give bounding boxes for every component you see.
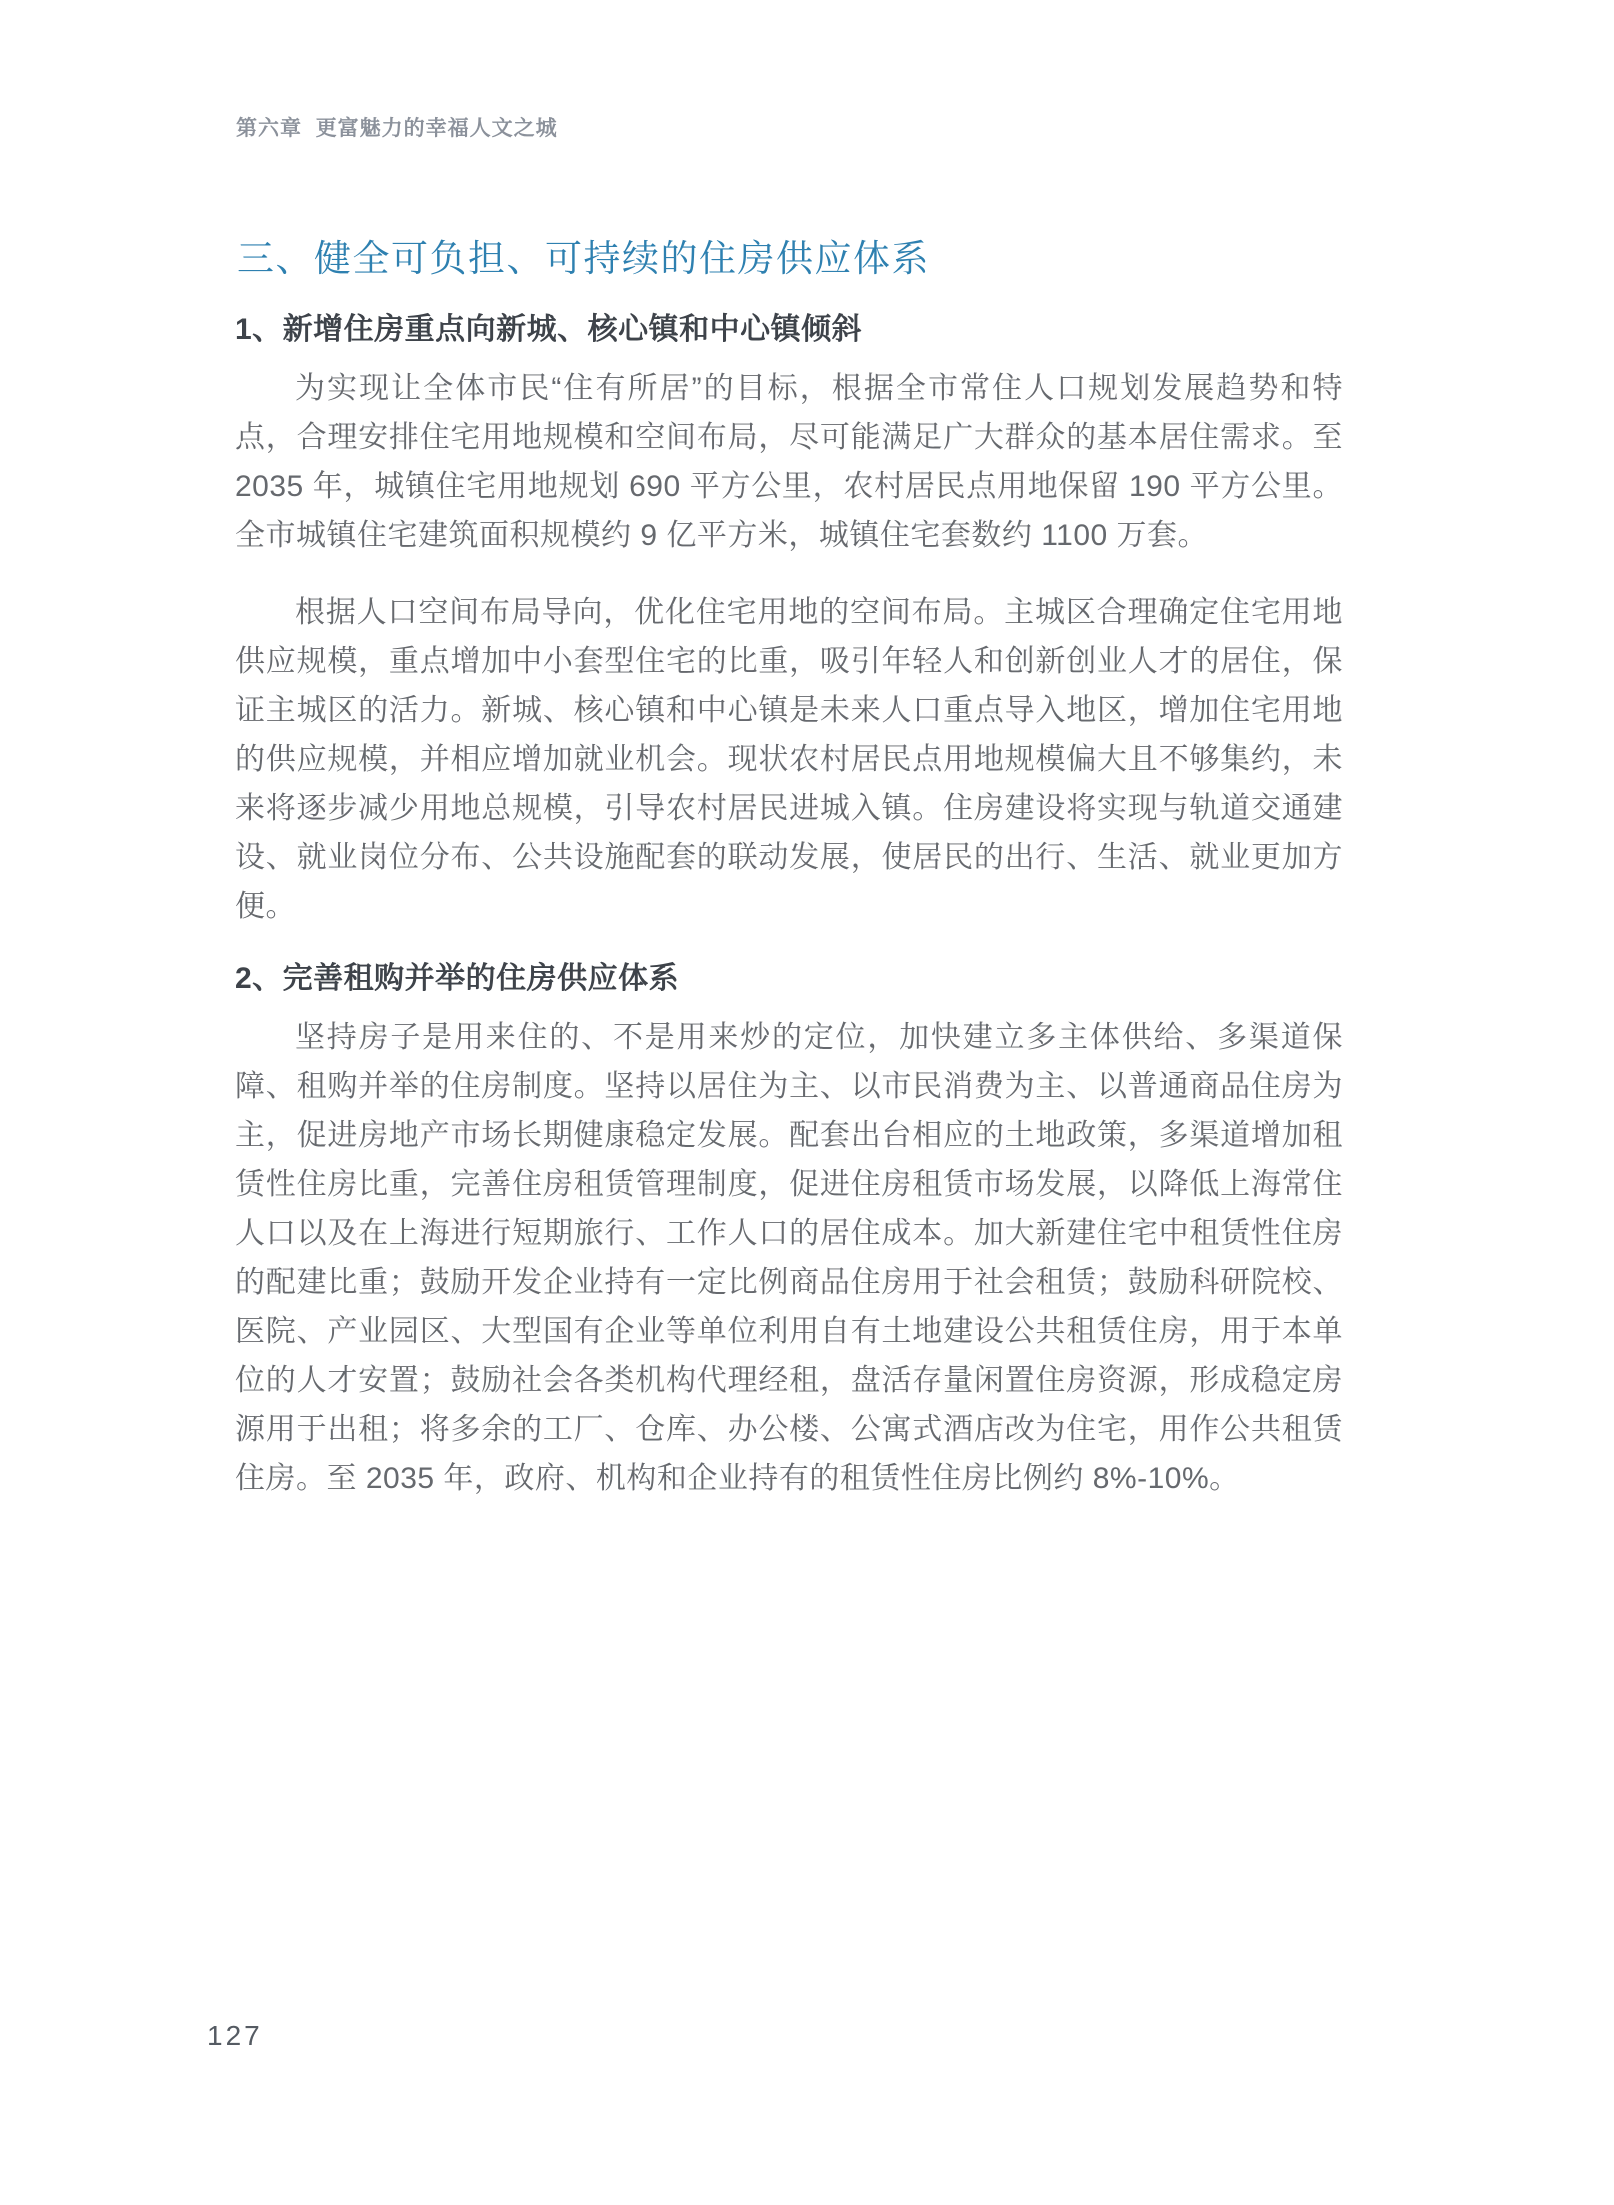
section-title: 三、健全可负担、可持续的住房供应体系 bbox=[237, 238, 930, 279]
page-number: 127 bbox=[207, 2020, 263, 2051]
subsection-heading-2: 2、完善租购并举的住房供应体系 bbox=[235, 962, 680, 995]
subsection-heading-1: 1、新增住房重点向新城、核心镇和中心镇倾斜 bbox=[235, 313, 863, 346]
paragraph: 为实现让全体市民“住有所居”的目标，根据全市常住人口规划发展趋势和特点，合理安排住宅用地规模和空间布局，尽可能满足广大群众的基本居住需求。至 2035 年，城镇住宅用地规划 690 平方公里，农村居民点用地保留 190 平方公里。全市城镇住宅建筑面积规模约 9 亿平方米，城镇住宅套数约 1100 万套。 bbox=[235, 372, 1343, 552]
paragraph: 坚持房子是用来住的、不是用来炒的定位，加快建立多主体供给、多渠道保障、租购并举的住房制度。坚持以居住为主、以市民消费为主、以普通商品住房为主，促进房地产市场长期健康稳定发展。配套出台相应的土地政策，多渠道增加租赁性住房比重，完善住房租赁管理制度，促进住房租赁市场发展，以降低上海常住人口以及在上海进行短期旅行、工作人口的居住成本。加大新建住宅中租赁性住房的配建比重；鼓励开发企业持有一定比例商品住房用于社会租赁；鼓励科研院校、医院、产业园区、大型国有企业等单位利用自有土地建设公共租赁住房，用于本单位的人才安置；鼓励社会各类机构代理经租，盘活存量闲置住房资源，形成稳定房源用于出租；将多余的工厂、仓库、办公楼、公寓式酒店改为住宅，用作公共租赁住房。至 2035 年，政府、机构和企业持有的租赁性住房比例约 8%-10%。 bbox=[235, 1021, 1343, 1495]
paragraph: 根据人口空间布局导向，优化住宅用地的空间布局。主城区合理确定住宅用地供应规模，重点增加中小套型住宅的比重，吸引年轻人和创新创业人才的居住，保证主城区的活力。新城、核心镇和中心镇是未来人口重点导入地区，增加住宅用地的供应规模，并相应增加就业机会。现状农村居民点用地规模偏大且不够集约，未来将逐步减少用地总规模，引导农村居民进城入镇。住房建设将实现与轨道交通建设、就业岗位分布、公共设施配套的联动发展，使居民的出行、生活、就业更加方便。 bbox=[235, 596, 1343, 923]
chapter-header: 第六章 更富魅力的幸福人文之城 bbox=[236, 117, 558, 140]
content-column bbox=[235, 310, 1343, 1531]
